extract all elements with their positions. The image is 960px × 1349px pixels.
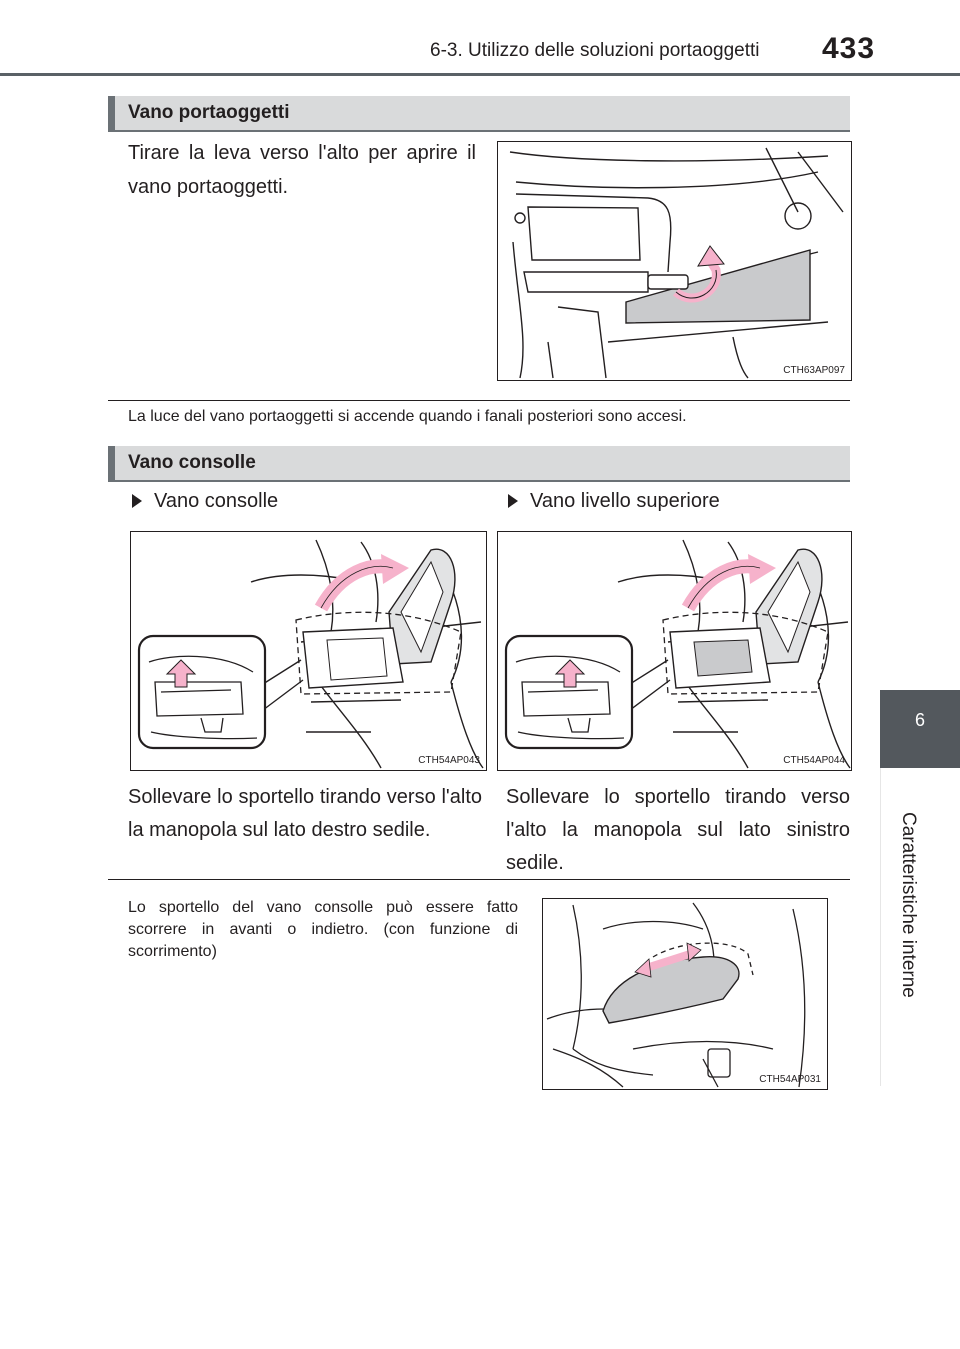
glovebox-illustration bbox=[498, 142, 851, 380]
section-heading-glovebox bbox=[108, 96, 850, 132]
console-illustration-left bbox=[131, 532, 486, 770]
figure-code: CTH54AP043 bbox=[418, 755, 480, 766]
chapter-tab-body bbox=[880, 768, 960, 1086]
chapter-tab-title: Caratteristiche interne bbox=[898, 812, 919, 998]
header-rule bbox=[0, 73, 960, 76]
subheading-text: Vano livello superiore bbox=[530, 490, 720, 512]
section-heading-console bbox=[108, 446, 850, 482]
figure-code: CTH54AP044 bbox=[783, 755, 845, 766]
divider bbox=[108, 879, 850, 880]
running-header-section: 6-3. Utilizzo delle soluzioni portaoggetti bbox=[430, 40, 760, 61]
glovebox-figure bbox=[497, 141, 852, 381]
figure-code: CTH63AP097 bbox=[783, 365, 845, 376]
console-figure-left bbox=[130, 531, 487, 771]
bullet-triangle-icon bbox=[508, 494, 518, 508]
section-heading-text: Vano consolle bbox=[128, 452, 256, 473]
divider bbox=[108, 400, 850, 401]
bullet-triangle-icon bbox=[132, 494, 142, 508]
glovebox-note: La luce del vano portaoggetti si accende quando i fanali posteriori sono accesi. bbox=[128, 408, 687, 425]
section-heading-text: Vano portaoggetti bbox=[128, 102, 290, 123]
chapter-tab-number: 6 bbox=[880, 690, 960, 768]
subheading-text: Vano consolle bbox=[154, 490, 279, 512]
figure-code: CTH54AP031 bbox=[759, 1074, 821, 1085]
glovebox-instruction: Tirare la leva verso l'alto per aprire il vano portaoggetti. bbox=[128, 142, 476, 198]
page-number: 433 bbox=[822, 32, 876, 65]
console-slide-illustration bbox=[543, 899, 827, 1089]
console-left-instruction: Sollevare lo sportello tirando verso l'alto la manopola sul lato destro sedile. bbox=[128, 786, 482, 841]
subheading-console-box bbox=[132, 490, 278, 513]
console-figure-right bbox=[497, 531, 852, 771]
subheading-upper-box bbox=[508, 490, 720, 513]
console-note: Lo sportello del vano consolle può essere fatto scorrere in avanti o indietro. (con funzione di scorrimento) bbox=[128, 899, 518, 960]
console-slide-figure bbox=[542, 898, 828, 1090]
console-illustration-right bbox=[498, 532, 851, 770]
console-right-instruction: Sollevare lo sportello tirando verso l'alto la manopola sul lato sinistro sedile. bbox=[506, 786, 850, 874]
